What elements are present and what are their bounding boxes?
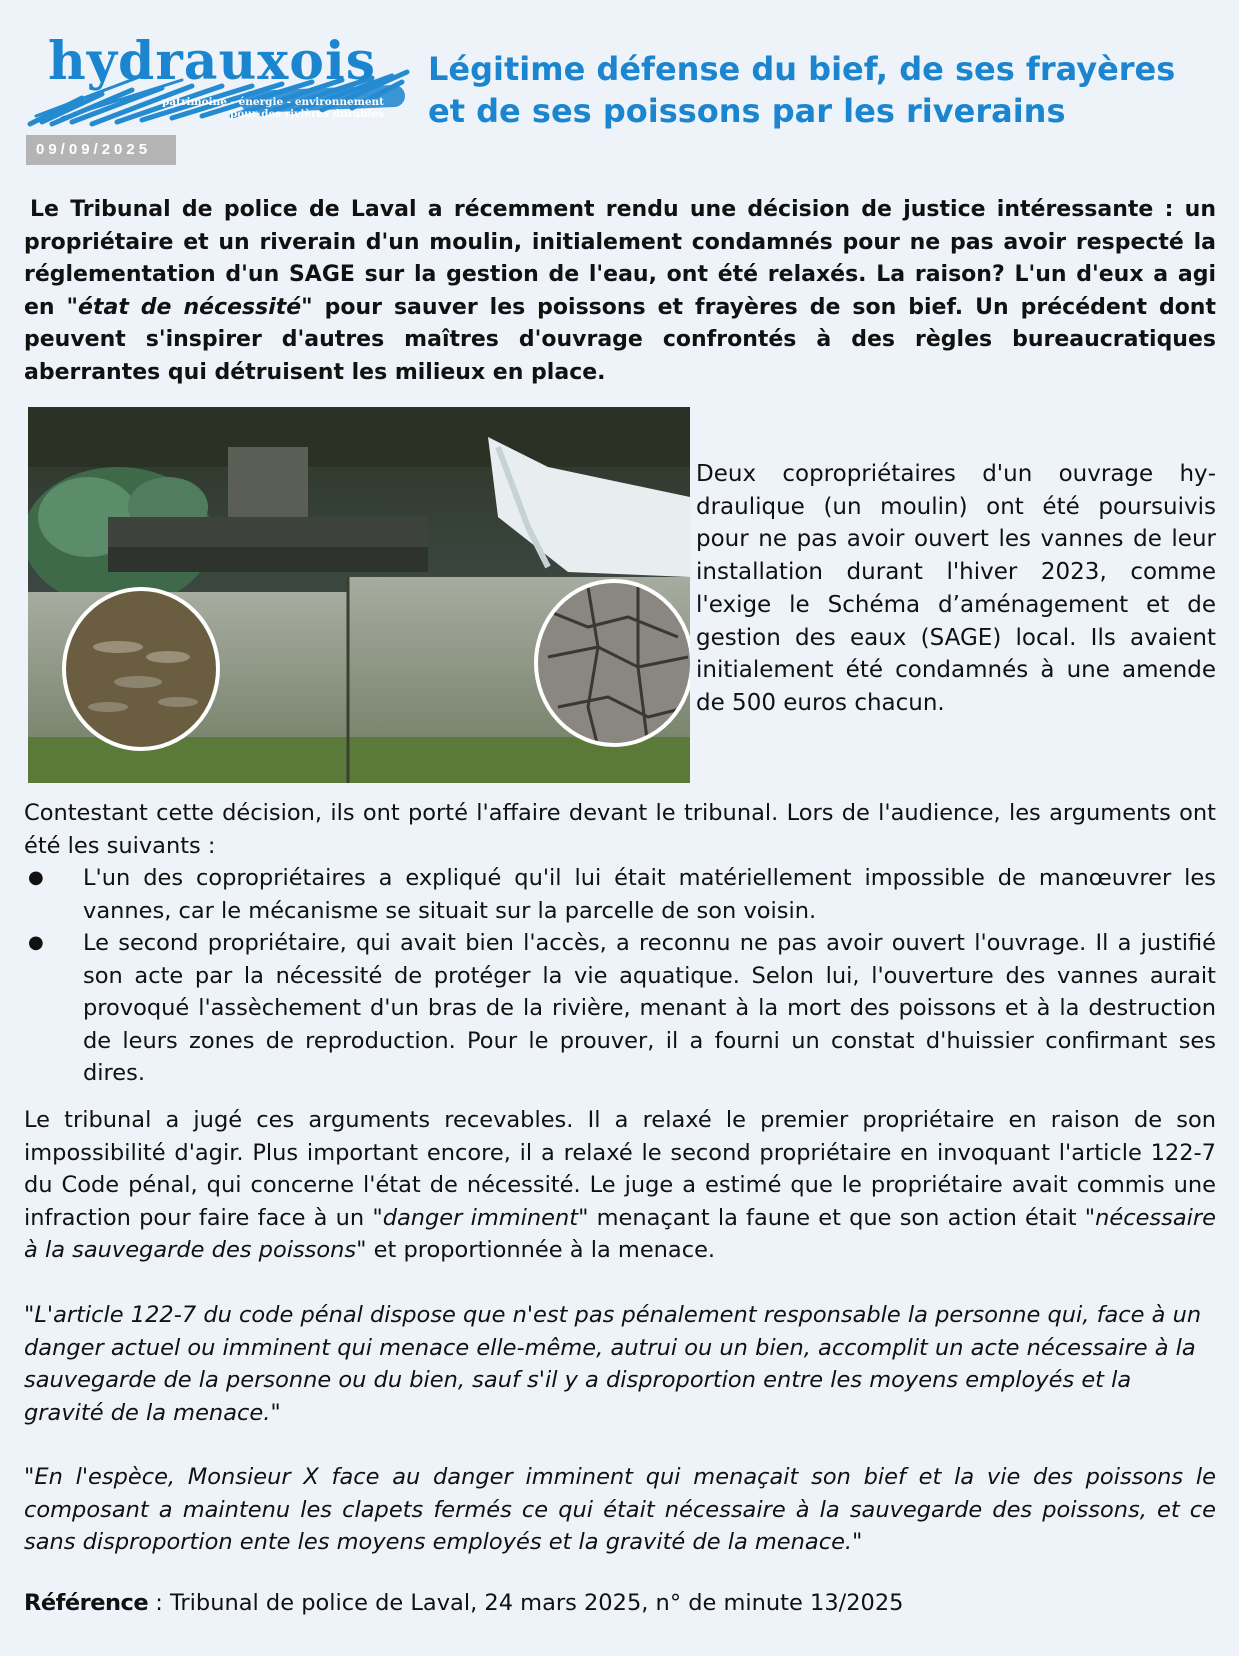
article-title: Légitime défense du bief, de ses frayères et de ses poissons par les riverains bbox=[428, 50, 1176, 130]
verdict-text-3: " et proportionnée à la menace. bbox=[356, 1237, 716, 1263]
arguments-list bbox=[24, 862, 1216, 1090]
verdict-text-1: Le tribunal a jugé ces arguments recevables. Il a relaxé le premier propriétaire en raison de son impossibilité d'agir. Plus important encore, il a relaxé le second propriétaire en invoquant l'article 122-7 du Code pénal, qui concerne l'état de nécessité. Le juge a estimé que le propriétaire avait commis une infraction pour faire face à un " bbox=[24, 1107, 1216, 1231]
logo-wordmark: hydrauxois bbox=[48, 31, 376, 92]
intro-text-start: Le Tribunal de police de Laval a récemment rendu une décision de justice intéressante : un propriétaire et un riverain d'un moulin, initialement condamnés pour ne pas avoir respecté la réglementation d'un SAGE sur la gestion de l'eau, ont été relaxés. La raison? L'un d'eux a agi en " bbox=[24, 197, 1216, 320]
mill-sluice-photo bbox=[28, 407, 690, 783]
verdict-text-2: " menaçant la faune et que son action était " bbox=[578, 1204, 1096, 1231]
intro-paragraph bbox=[24, 194, 1216, 389]
legal-quote-judgment: "En l'espèce, Monsieur X face au danger imminent qui menaçait son bief et la vie des poissons le composant a maintenu les clapets fermés ce qui était nécessaire à la sauvegarde des poissons, et ce sans disproportion ente les moyens employés et la gravité de la menace." bbox=[24, 1464, 1216, 1555]
logo-tagline-line2: pour des rivières durables bbox=[229, 108, 384, 120]
date-badge: 09/09/2025 bbox=[26, 135, 176, 165]
reference-label: Référence bbox=[24, 1590, 149, 1616]
bullet-icon: ● bbox=[28, 867, 44, 888]
list-item bbox=[24, 927, 1216, 1090]
verdict-italic-2: nécessaire à la sauvegarde des poissons bbox=[24, 1204, 1216, 1263]
list-item-text: L'un des copropriétaires a expliqué qu'il lui était matériellement impossible de manœuvrer les vannes, car le mécanisme se situait sur la parcelle de son voisin. bbox=[83, 865, 1216, 924]
verdict-paragraph bbox=[24, 1104, 1216, 1267]
intro-text-end: " pour sauver les poissons et frayères de son bief. Un précédent dont peuvent s'inspirer d'autres maîtres d'ouvrage confrontés à des règles bureaucratiques aberrantes qui détruisent les milieux en place. bbox=[24, 294, 1216, 385]
article-photo bbox=[28, 407, 690, 783]
reference-line bbox=[24, 1587, 1216, 1620]
list-item bbox=[24, 862, 1216, 927]
reference-text: : Tribunal de police de Laval, 24 mars 2025, n° de minute 13/2025 bbox=[148, 1590, 904, 1616]
site-logo[interactable] bbox=[22, 31, 412, 136]
bullet-icon: ● bbox=[28, 932, 44, 953]
logo-tagline bbox=[162, 96, 384, 120]
legal-quote-article: "L'article 122-7 du code pénal dispose que n'est pas pénalement responsable la personne qui, face à un danger actuel ou imminent qui menace elle-même, autrui ou un bien, accomplit un acte nécessaire à la sauvegarde de la personne ou du bien, sauf s'il y a disproportion entre les moyens employés et la gravité de la menace." bbox=[24, 1302, 1202, 1426]
case-summary-paragraph: Deux copropriétaires d'un ouvrage hydraulique (un moulin) ont été poursuivis pour ne pas avoir ouvert les vannes de leur installation durant l'hiver 2023, comme l'exige le Schéma d’aménagement et de gestion des eaux (SAGE) local. Ils avaient initialement été condamnés à une amende de 500 euros chacun. bbox=[696, 461, 1216, 716]
logo-tagline-line1: patrimoine - énergie - environnement bbox=[162, 96, 384, 108]
intro-italic: état de nécessité bbox=[78, 294, 302, 320]
list-item-text: Le second propriétaire, qui avait bien l'accès, a reconnu ne pas avoir ouvert l'ouvrage. Il a justifié son acte par la nécessité de protéger la vie aquatique. Selon lui, l'ouverture des vannes aurait provoqué l'assèchement d'un bras de la rivière, menant à la mort des poissons et à la destruction de leurs zones de reproduction. Pour le prouver, il a fourni un constat d'huissier confirmant ses dires. bbox=[83, 930, 1216, 1086]
hearing-paragraph: Contestant cette décision, ils ont porté l'affaire devant le tribunal. Lors de l'audience, les arguments ont été les suivants : bbox=[24, 800, 1216, 859]
verdict-italic-1: danger imminent bbox=[382, 1204, 579, 1231]
